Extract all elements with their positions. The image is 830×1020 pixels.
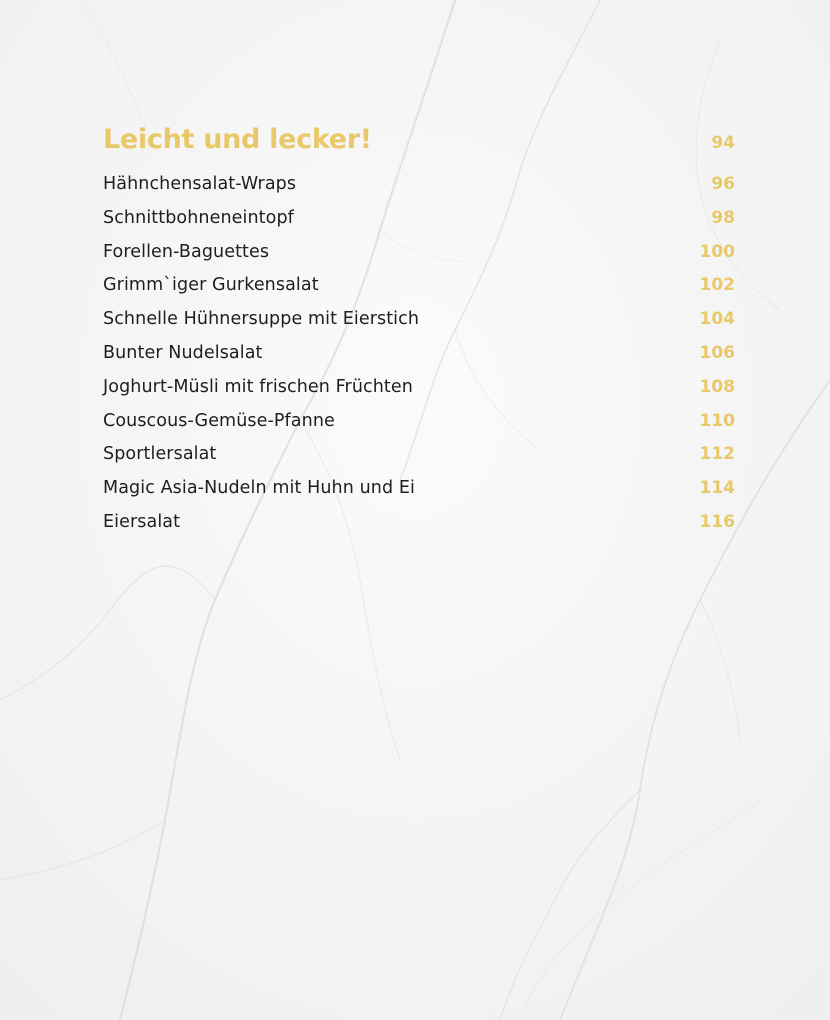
toc-entry-title: Eiersalat bbox=[103, 511, 181, 532]
toc-entry-page: 102 bbox=[699, 275, 735, 296]
toc-entry bbox=[103, 438, 737, 472]
toc-entry-page: 98 bbox=[711, 207, 735, 228]
toc-entry bbox=[103, 303, 737, 337]
toc-entry-title: Magic Asia-Nudeln mit Huhn und Ei bbox=[103, 478, 415, 499]
section-page-number: 94 bbox=[711, 133, 735, 153]
section-header bbox=[103, 120, 737, 164]
toc-entry-title: Schnittbohneneintopf bbox=[103, 207, 294, 228]
toc-entry-title: Sportlersalat bbox=[103, 444, 217, 465]
toc-entry-page: 110 bbox=[699, 410, 735, 431]
toc-entry-title: Hähnchensalat-Wraps bbox=[103, 174, 297, 194]
toc-entry-title: Joghurt-Müsli mit frischen Früchten bbox=[103, 376, 413, 397]
toc-entry-page: 100 bbox=[699, 241, 735, 262]
toc-entry bbox=[103, 202, 737, 236]
toc-entry-title: Forellen-Baguettes bbox=[103, 241, 270, 262]
toc-entry bbox=[103, 472, 737, 506]
toc-entry bbox=[103, 337, 737, 371]
toc-entry bbox=[103, 236, 737, 270]
toc-entry-title: Schnelle Hühnersuppe mit Eierstich bbox=[103, 309, 420, 330]
toc-entry-page: 106 bbox=[699, 342, 735, 363]
toc-entry bbox=[103, 371, 737, 405]
toc-entry-page: 114 bbox=[699, 478, 735, 499]
section-title: Leicht und lecker! bbox=[103, 124, 372, 155]
toc-entry-page: 108 bbox=[699, 376, 735, 397]
toc-entry bbox=[103, 269, 737, 303]
toc-entry bbox=[103, 506, 737, 540]
toc-entry-list bbox=[103, 168, 737, 540]
toc-entry-title: Grimm`iger Gurkensalat bbox=[103, 275, 319, 296]
toc-entry-page: 112 bbox=[699, 444, 735, 465]
toc-entry-title: Bunter Nudelsalat bbox=[103, 342, 263, 363]
toc-entry-title: Couscous-Gemüse-Pfanne bbox=[103, 410, 335, 431]
toc-entry bbox=[103, 405, 737, 439]
toc-entry-page: 104 bbox=[699, 309, 735, 330]
toc-entry-page: 96 bbox=[711, 174, 735, 194]
toc-entry-page: 116 bbox=[699, 511, 735, 532]
toc-entry bbox=[103, 168, 737, 202]
table-of-contents bbox=[103, 120, 737, 540]
